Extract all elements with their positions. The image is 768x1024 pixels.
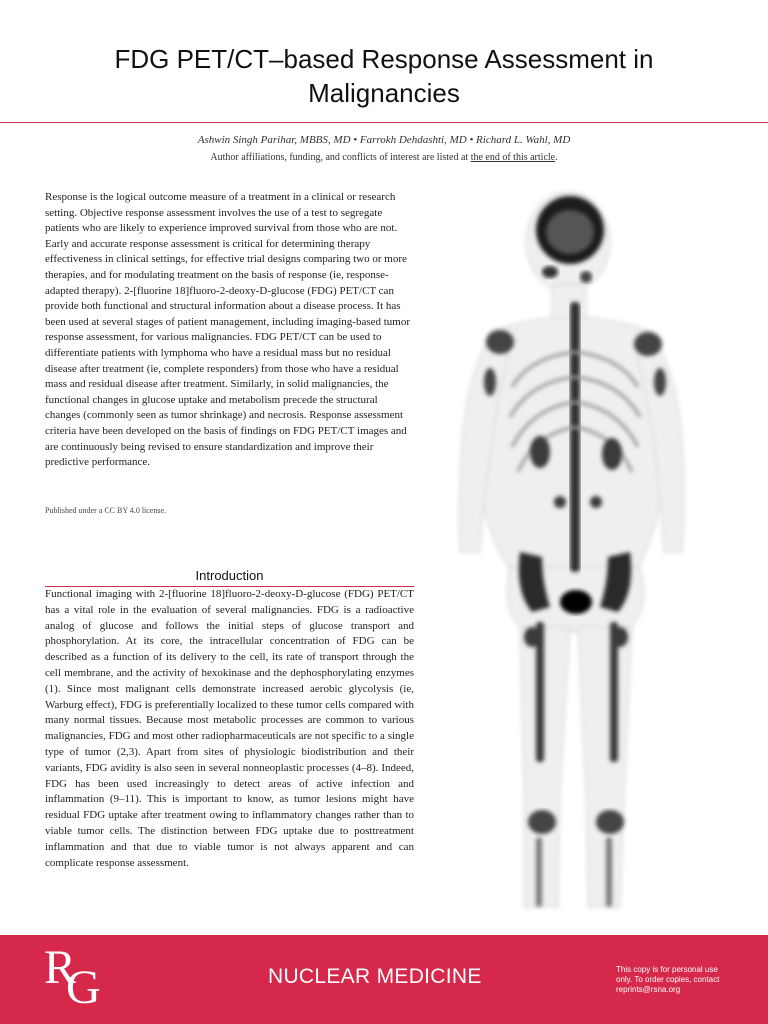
abstract-text: Response is the logical outcome measure of a treatment in a clinical or research setting. Objective response assessment involves the use of a test to segregate patients who are likely to experience improved survival from those who are not. Early and accurate response assessment is critical for determining therapy effectiveness in clinical settings, for effective trial designs comparing two or more therapies, and for modulating treatment on the basis of response (ie, response-adapted therapy). 2-[fluorine 18]fluoro-2-deoxy-D-glucose (FDG) PET/CT can provide both functional and structural information about a disease process. It has been used at several stages of patient management, including imaging-based tumor response assessment, for various malignancies. FDG PET/CT can be used to differentiate patients with lymphoma who have a residual mass but no residual disease after treatment (ie, complete responders) from those who have a residual mass and residual disease after treatment. Similarly, in solid malignancies, the functional changes in glucose uptake and metabolism precede the structural changes (commonly seen as tumor shrinkage) and necrosis. Response assessment criteria have been developed on the basis of findings on FDG PET/CT images and are continuously being revised to ensure standardization and improve their predictive performance.: [45, 191, 411, 469]
author-list: Ashwin Singh Parihar, MBBS, MD • Farrokh Dehdashti, MD • Richard L. Wahl, MD: [197, 134, 571, 146]
logo-letter-r: R: [44, 941, 77, 994]
copy-notice: This copy is for personal use only. To order copies, contact reprints@rsna.org: [616, 965, 720, 994]
spine: [570, 302, 580, 572]
abstract: [45, 190, 411, 471]
affiliation-prefix: Author affiliations, funding, and conflicts of interest are listed at: [210, 152, 471, 163]
logo-letter-g: G: [66, 961, 101, 1014]
affiliation-suffix: .: [555, 152, 558, 163]
end-of-article-link[interactable]: the end of this article: [470, 152, 556, 163]
affiliation-note: [40, 152, 728, 163]
introduction-body: [45, 587, 414, 871]
section-label: NUCLEAR MEDICINE: [268, 965, 482, 988]
rg-logo: [44, 943, 114, 1013]
license-note: Published under a CC BY 4.0 license.: [45, 506, 167, 515]
introduction-text: Functional imaging with 2-[fluorine 18]fluoro-2-deoxy-D-glucose (FDG) PET/CT has a vital role in the evaluation of several malignancies. FDG is a radioactive analog of glucose and follows the initial steps of glucose transport and phosphorylation. At its core, the intracellular concentration of FDG can be described as a function of its delivery to the cell, its rate of transport through the cell membrane, and the activity of hexokinase and the dephosphorylating enzymes (1). Since most malignant cells demonstrate increased aerobic glycolysis (ie, Warburg effect), FDG is preferentially localized to these tumor cells compared with many normal tissues. Because most metabolic processes are common to various malignancies, FDG and most other radiopharmaceuticals are not specific to a single type of tumor (2,3). Apart from sites of physiologic biodistribution and their variants, FDG avidity is also seen in several nonneoplastic processes (4–8). Indeed, FDG has been used increasingly to detect areas of active infection and inflammation (9–11). This is important to know, as tumor lesions might have residual FDG uptake after treatment owing to inflammatory changes rather than to viable tumor cells. The distinction between FDG uptake due to posttreatment inflammation and that due to viable tumor is not always apparent and can complicate response assessment.: [45, 588, 414, 869]
footer-banner: [0, 935, 768, 1024]
title-divider: [0, 122, 768, 123]
section-heading-introduction: Introduction: [195, 568, 264, 583]
article-title: FDG PET/CT–based Response Assessment in Malignancies: [114, 44, 654, 108]
bladder-uptake: [560, 590, 592, 614]
pet-scan-figure: [420, 172, 755, 932]
